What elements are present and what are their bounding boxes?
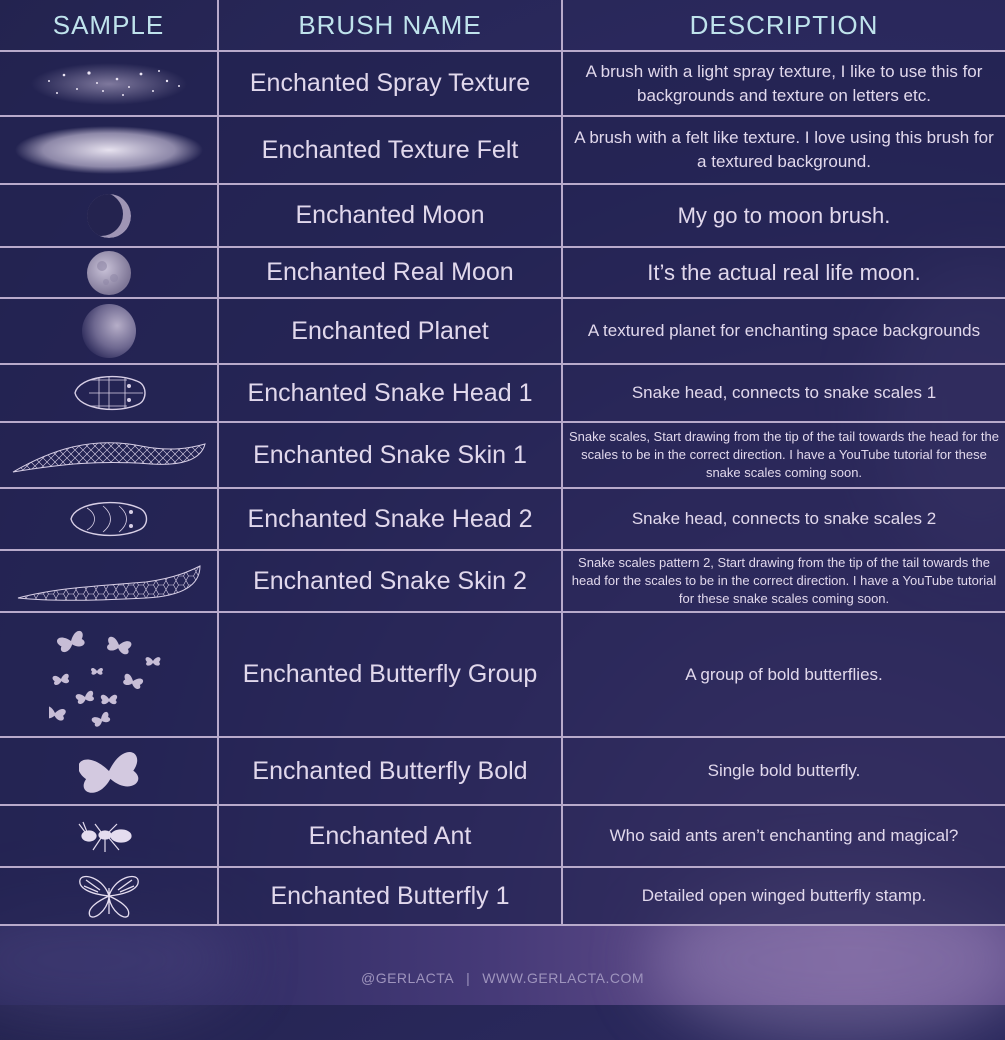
brush-name: Enchanted Snake Skin 1 xyxy=(218,422,562,488)
sample-cell xyxy=(0,298,218,364)
snake-skin-icon xyxy=(16,558,202,604)
sample-cell xyxy=(0,247,218,298)
snake-head-icon xyxy=(69,370,149,416)
brush-description: Detailed open winged butterfly stamp. xyxy=(562,867,1005,925)
brush-name: Enchanted Moon xyxy=(218,184,562,247)
brush-description: It’s the actual real life moon. xyxy=(562,247,1005,298)
sample-cell xyxy=(0,737,218,805)
header-sample: SAMPLE xyxy=(0,0,218,51)
brush-description: Who said ants aren’t enchanting and magical? xyxy=(562,805,1005,867)
real-moon-icon xyxy=(84,250,134,296)
brush-name: Enchanted Butterfly Group xyxy=(218,612,562,737)
crescent-moon-icon xyxy=(79,191,139,241)
header-brush-name: BRUSH NAME xyxy=(218,0,562,51)
footer xyxy=(0,970,1005,986)
brush-description: A brush with a light spray texture, I like to use this for backgrounds and texture on letters etc. xyxy=(562,51,1005,116)
instagram-handle: @GERLACTA xyxy=(360,970,455,986)
brush-description: A brush with a felt like texture. I love using this brush for a textured background. xyxy=(562,116,1005,184)
spray-texture-icon xyxy=(29,61,189,107)
brush-description: Snake scales, Start drawing from the tip of the tail towards the head for the scales to be in the correct direction. I have a YouTube tutorial for these snake scales coming soon. xyxy=(562,422,1005,488)
table-row xyxy=(0,867,1005,925)
butterfly-group-icon xyxy=(49,623,169,727)
brush-name: Enchanted Butterfly 1 xyxy=(218,867,562,925)
sample-cell xyxy=(0,184,218,247)
brush-name: Enchanted Texture Felt xyxy=(218,116,562,184)
table-row xyxy=(0,247,1005,298)
brush-name: Enchanted Real Moon xyxy=(218,247,562,298)
table-row xyxy=(0,364,1005,422)
sample-cell xyxy=(0,612,218,737)
brush-description: My go to moon brush. xyxy=(562,184,1005,247)
ant-icon xyxy=(77,816,141,856)
butterfly-bold-icon xyxy=(79,743,139,799)
sample-cell xyxy=(0,51,218,116)
brush-name: Enchanted Spray Texture xyxy=(218,51,562,116)
brush-name: Enchanted Ant xyxy=(218,805,562,867)
sample-cell xyxy=(0,805,218,867)
brush-name: Enchanted Snake Head 1 xyxy=(218,364,562,422)
snake-head-icon xyxy=(67,496,151,542)
brush-description: A textured planet for enchanting space backgrounds xyxy=(562,298,1005,364)
planet-icon xyxy=(79,302,139,360)
brush-name: Enchanted Snake Head 2 xyxy=(218,488,562,550)
felt-texture-icon xyxy=(14,125,204,175)
sample-cell xyxy=(0,550,218,612)
snake-skin-icon xyxy=(11,430,207,480)
sample-cell xyxy=(0,364,218,422)
brush-description: Snake head, connects to snake scales 2 xyxy=(562,488,1005,550)
table-row xyxy=(0,488,1005,550)
butterfly-outline-icon xyxy=(76,870,142,922)
sample-cell xyxy=(0,867,218,925)
header-row xyxy=(0,0,1005,51)
header-description: DESCRIPTION xyxy=(562,0,1005,51)
brush-description: A group of bold butterflies. xyxy=(562,612,1005,737)
brush-name: Enchanted Planet xyxy=(218,298,562,364)
table-row xyxy=(0,737,1005,805)
brush-name: Enchanted Butterfly Bold xyxy=(218,737,562,805)
footer-separator: | xyxy=(466,970,471,986)
table-row xyxy=(0,550,1005,612)
table-row xyxy=(0,298,1005,364)
table-row xyxy=(0,51,1005,116)
website-link: WWW.GERLACTA.COM xyxy=(482,970,644,986)
sample-cell xyxy=(0,116,218,184)
brush-description: Snake scales pattern 2, Start drawing from the tip of the tail towards the head for the scales to be in the correct direction. I have a YouTube tutorial for these snake scales coming soon. xyxy=(562,550,1005,612)
table-row xyxy=(0,422,1005,488)
sample-cell xyxy=(0,488,218,550)
brush-name: Enchanted Snake Skin 2 xyxy=(218,550,562,612)
table-row xyxy=(0,184,1005,247)
table-row xyxy=(0,612,1005,737)
table-row xyxy=(0,116,1005,184)
table-row xyxy=(0,805,1005,867)
sample-cell xyxy=(0,422,218,488)
brush-description: Snake head, connects to snake scales 1 xyxy=(562,364,1005,422)
brush-description: Single bold butterfly. xyxy=(562,737,1005,805)
